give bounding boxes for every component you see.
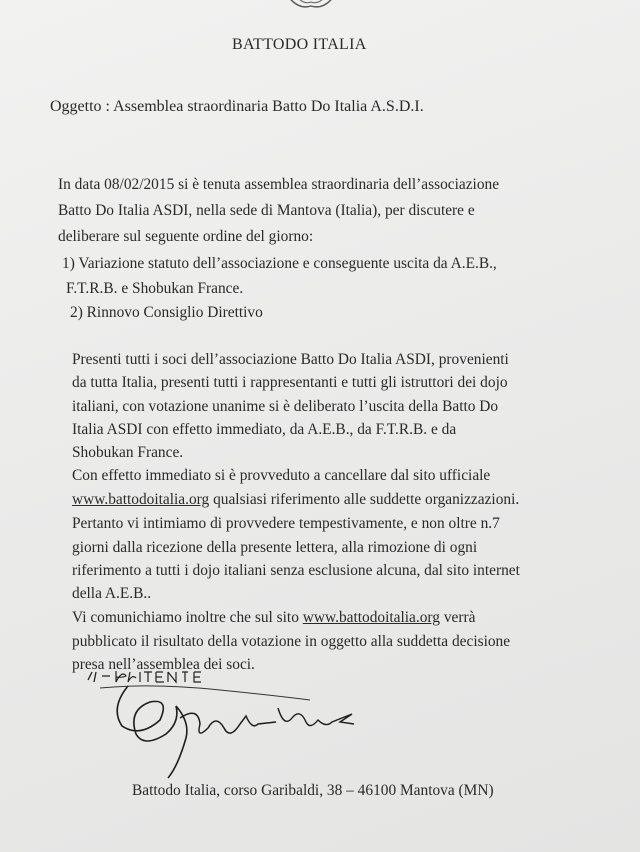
intro-line: Batto Do Italia ASDI, nella sede di Mantova (Italia), per discutere e [58,202,475,219]
agenda-item: F.T.R.B. e Shobukan France. [66,280,244,297]
body-text: qualsiasi riferimento alle suddette organizzazioni. [209,491,520,508]
body-line: da tutta Italia, presenti tutti i rappresentanti e tutti gli istruttori dei dojo [72,374,508,391]
body-line: Con effetto immediato si è provveduto a cancellare dal sito ufficiale [72,467,491,484]
intro-line: In data 08/02/2015 si è tenuta assemblea straordinaria dell’associazione [58,176,500,193]
body-text: Vi comunichiamo inoltre che sul sito [72,609,303,626]
body-line: giorni dalla ricezione della presente lettera, alla rimozione di ogni [72,539,478,556]
body-line: Shobukan France. [72,444,184,461]
website-link[interactable]: www.battodoitalia.org [302,609,440,626]
organization-logo [286,0,336,10]
body-line [72,608,475,628]
intro-line: deliberare sul seguente ordine del giorno: [58,228,314,245]
body-line: della A.E.B.. [72,585,152,602]
agenda-item: 2) Rinnovo Consiglio Direttivo [70,304,263,321]
footer-address: Battodo Italia, corso Garibaldi, 38 – 46100 Mantova (MN) [132,782,494,799]
body-line: Italia ASDI con effetto immediato, da A.E.B., da F.T.R.B. e da [72,421,457,438]
subject-line: Oggetto : Assemblea straordinaria Batto Do Italia A.S.D.I. [50,98,424,115]
body-line: Presenti tutti i soci dell’associazione Batto Do Italia ASDI, provenienti [72,351,509,368]
letterhead-title: BATTODO ITALIA [232,36,367,53]
website-link[interactable]: www.battodoitalia.org [72,491,210,508]
agenda-item: 1) Variazione statuto dell’associazione e conseguente uscita da A.E.B., [62,255,497,272]
body-line: presa nell’assemblea dei soci. [72,656,255,673]
body-line: Pertanto vi intimiamo di provvedere tempestivamente, e non oltre n.7 [72,515,500,532]
body-line: italiani, con votazione unanime si è deliberato l’uscita della Batto Do [72,398,499,415]
body-line [72,490,519,510]
body-text: verrà [439,609,476,626]
handwritten-signature [70,668,360,788]
body-line: riferimento a tutti i dojo italiani senza esclusione alcuna, dal sito internet [72,562,520,579]
body-line: pubblicato il risultato della votazione in oggetto alla suddetta decisione [72,633,511,650]
